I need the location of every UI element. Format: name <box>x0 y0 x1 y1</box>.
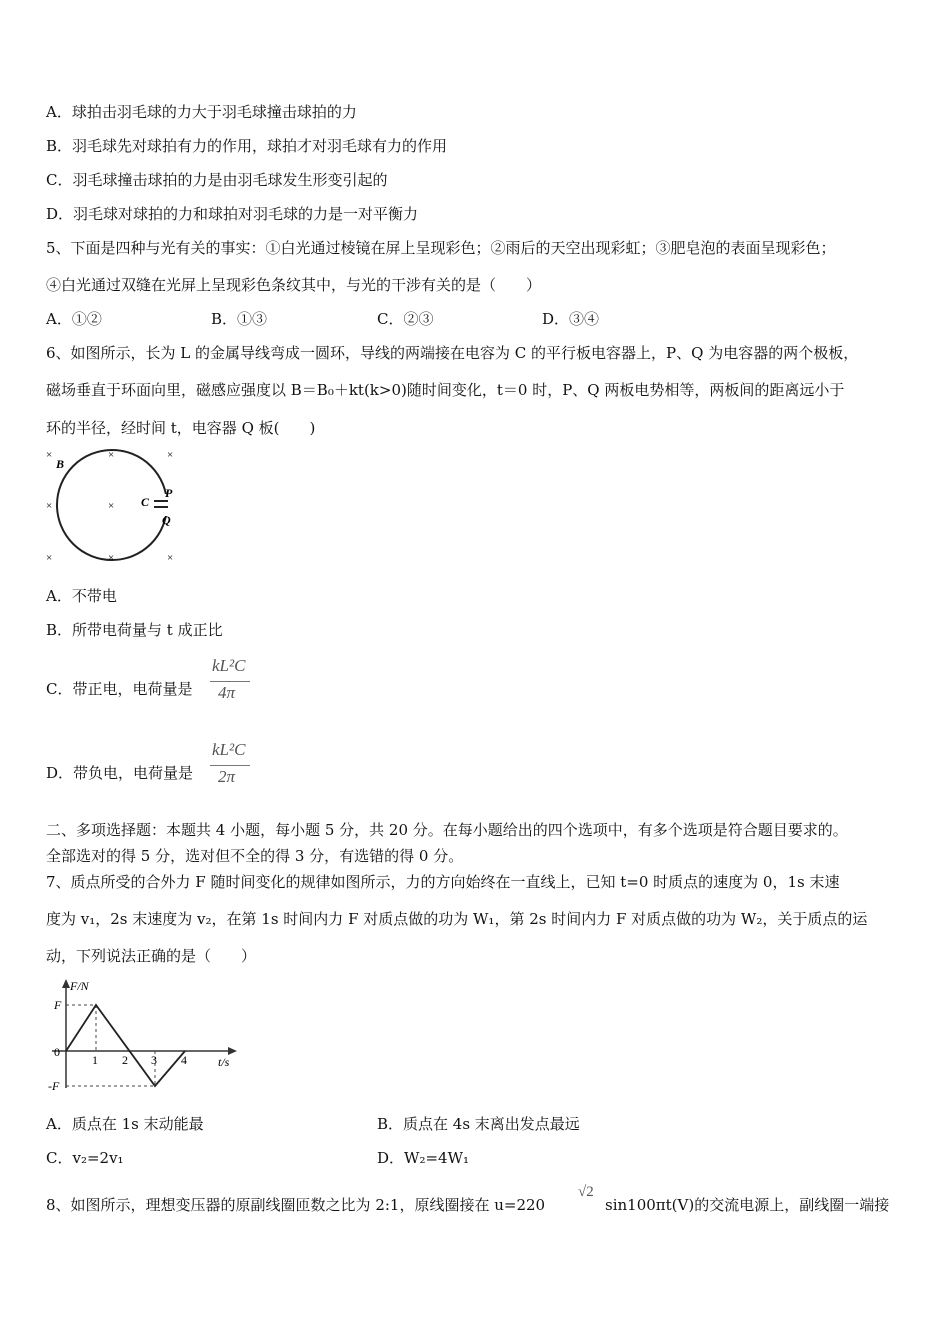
q6-option-b: B．所带电荷量与 t 成正比 <box>46 621 223 639</box>
q6-option-d: D．带负电，电荷量是 <box>46 764 194 782</box>
q6-stem-line1: 6、如图所示，长为 L 的金属导线弯成一圆环，导线的两端接在电容为 C 的平行板电容器上，P、Q 为电容器的两个极板， <box>46 344 859 362</box>
q7-option-a: A．质点在 1s 末动能最 <box>46 1115 204 1133</box>
q4-option-b: B．羽毛球先对球拍有力的作用，球拍才对羽毛球有力的作用 <box>46 137 448 155</box>
label-zero: 0 <box>54 1045 60 1059</box>
q6-option-c-fraction <box>210 656 252 706</box>
q7-stem-line2: 度为 v₁，2s 末速度为 v₂，在第 1s 时间内力 F 对质点做的功为 W₁，第 2s 时间内力 F 对质点做的功为 W₂，关于质点的运 <box>46 910 868 928</box>
q4-option-d: D．羽毛球对球拍的力和球拍对羽毛球的力是一对平衡力 <box>46 205 419 223</box>
label-f: F <box>54 998 62 1012</box>
y-axis-label: F/N <box>70 979 89 993</box>
q5-option-c: C．②③ <box>377 310 434 328</box>
q6-option-d-fraction <box>210 740 252 790</box>
q5-option-a: A．①② <box>46 310 102 328</box>
numerator: kL²C <box>212 656 246 675</box>
svg-text:×: × <box>46 552 53 564</box>
svg-text:×: × <box>108 449 115 461</box>
q8-sqrt2: √2 <box>578 1184 594 1200</box>
svg-text:×: × <box>46 500 53 512</box>
q6-stem-line2: 磁场垂直于环面向里，磁感应强度以 B＝B₀＋kt(k>0)随时间变化，t＝0 时，P、Q 两板电势相等，两板间的距离远小于 <box>46 381 845 399</box>
section2-heading-line1: 二、多项选择题：本题共 4 小题，每小题 5 分，共 20 分。在每小题给出的四个选项中，有多个选项是符合题目要求的。 <box>46 821 848 839</box>
x-axis-label: t/s <box>218 1055 230 1069</box>
denominator: 2π <box>218 767 236 786</box>
q8-stem-part1: 8、如图所示，理想变压器的原副线圈匝数之比为 2:1，原线圈接在 u=220 <box>46 1196 546 1214</box>
q7-stem-line3: 动，下列说法正确的是（ ） <box>46 947 257 965</box>
label-q: Q <box>162 513 171 527</box>
denominator: 4π <box>218 683 236 702</box>
tick-4: 4 <box>181 1053 187 1067</box>
q7-force-time-graph <box>42 976 247 1094</box>
svg-text:×: × <box>167 449 174 461</box>
section2-heading-line2: 全部选对的得 5 分，选对但不全的得 3 分，有选错的得 0 分。 <box>46 847 464 865</box>
q5-stem-line2: ④白光通过双缝在光屏上呈现彩色条纹其中，与光的干涉有关的是（ ） <box>46 276 542 294</box>
q4-option-c: C．羽毛球撞击球拍的力是由羽毛球发生形变引起的 <box>46 171 388 189</box>
numerator: kL²C <box>212 740 246 759</box>
svg-text:×: × <box>46 449 53 461</box>
svg-text:×: × <box>108 552 115 564</box>
svg-text:×: × <box>167 552 174 564</box>
q5-option-d: D．③④ <box>542 310 600 328</box>
q7-stem-line1: 7、质点所受的合外力 F 随时间变化的规律如图所示，力的方向始终在一直线上，已知 t=0 时质点的速度为 0，1s 末速 <box>46 873 840 891</box>
tick-3: 3 <box>151 1053 157 1067</box>
q6-stem-line3: 环的半径，经时间 t，电容器 Q 板( ) <box>46 419 316 437</box>
q6-option-a: A．不带电 <box>46 587 117 605</box>
tick-2: 2 <box>122 1053 128 1067</box>
q7-option-d: D．W₂=4W₁ <box>377 1149 469 1167</box>
svg-text:×: × <box>108 500 115 512</box>
tick-1: 1 <box>92 1053 98 1067</box>
force-curve <box>66 1005 185 1086</box>
q8-stem-part2: sin100πt(V)的交流电源上，副线圈一端接 <box>605 1196 890 1214</box>
label-p: P <box>165 486 173 500</box>
q4-option-a: A．球拍击羽毛球的力大于羽毛球撞击球拍的力 <box>46 103 357 121</box>
label-b: B <box>56 457 65 471</box>
q6-circuit-figure <box>40 444 185 569</box>
q5-stem-line1: 5、下面是四种与光有关的事实：①白光通过棱镜在屏上呈现彩色；②雨后的天空出现彩虹；③肥皂泡的表面呈现彩色； <box>46 239 836 257</box>
label-neg-f: -F <box>48 1079 60 1093</box>
q6-option-c: C．带正电，电荷量是 <box>46 680 193 698</box>
label-c: C <box>141 495 150 509</box>
q5-option-b: B．①③ <box>211 310 268 328</box>
q7-option-c: C．v₂=2v₁ <box>46 1149 124 1167</box>
q7-option-b: B．质点在 4s 末离出发点最远 <box>377 1115 580 1133</box>
